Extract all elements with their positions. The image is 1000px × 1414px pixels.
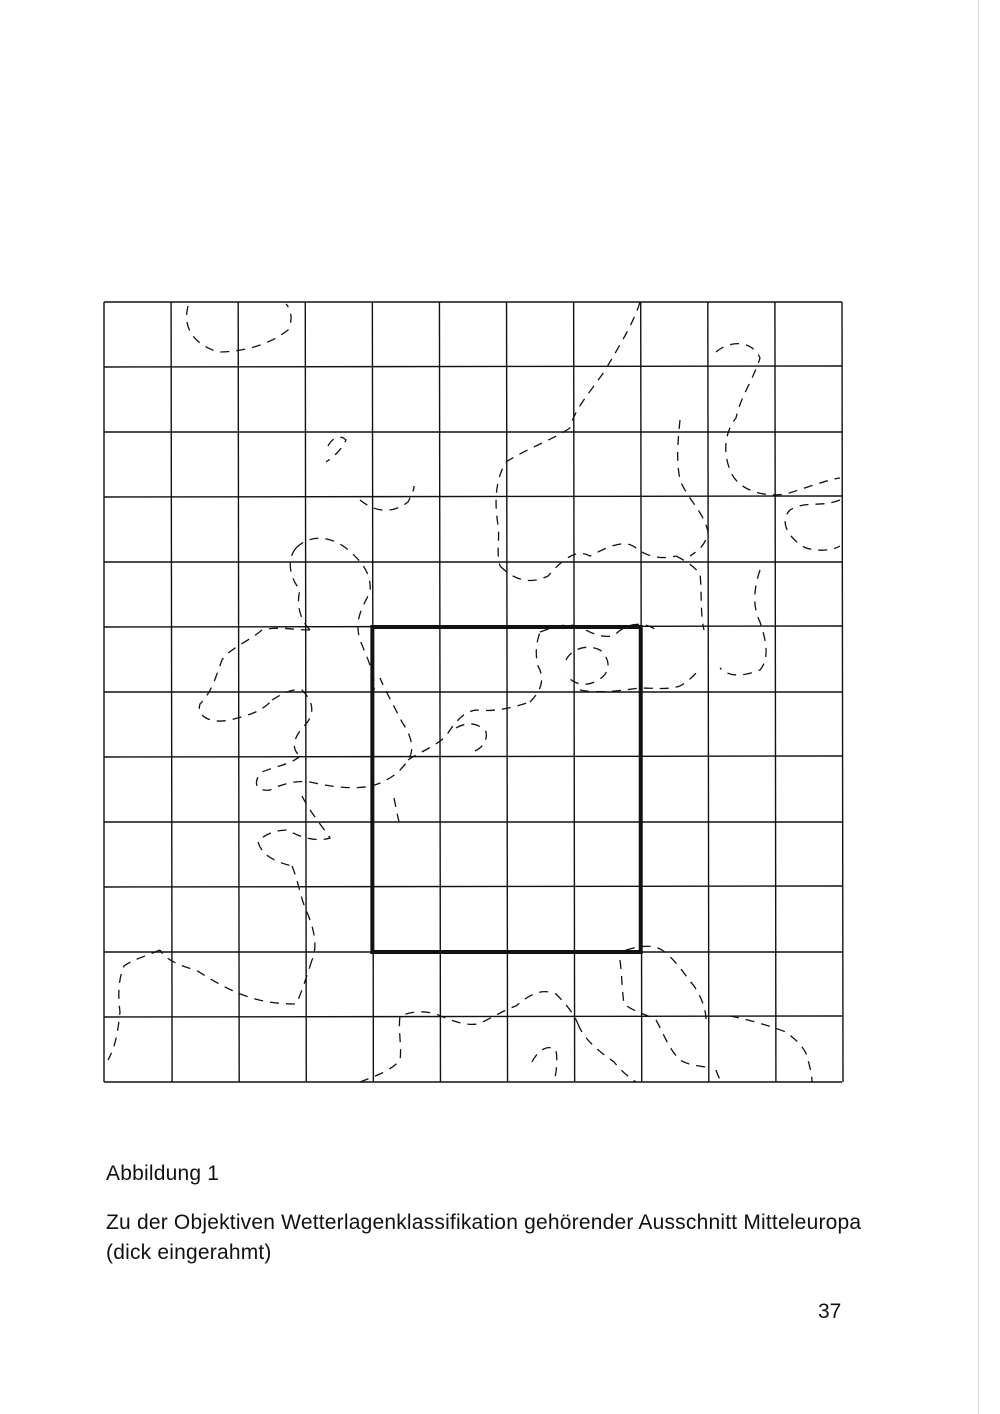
coastline-segment [372, 678, 412, 786]
figure-label: Abbildung 1 [106, 1162, 220, 1185]
coastline-segment [290, 548, 310, 630]
coastline-segment [256, 756, 372, 790]
coastline-segment [108, 950, 160, 1060]
coastline-segment [296, 538, 374, 690]
coastline-segment [160, 950, 312, 1004]
grid-vertical-line [842, 302, 843, 1082]
grid-lines [104, 302, 843, 1082]
coastline-segment [326, 437, 346, 462]
coastline-segment [292, 866, 315, 960]
coastline-segment [720, 570, 766, 675]
coastline-segment [566, 647, 608, 684]
coastline-segment [456, 724, 486, 752]
grid-horizontal-line [104, 756, 842, 757]
coastline-segment [676, 556, 704, 630]
figure-caption [106, 1208, 906, 1268]
coastline-segment [360, 992, 578, 1082]
coastline-segment [570, 302, 640, 428]
caption-line-2: (dick eingerahmt) [106, 1241, 272, 1264]
page-number: 37 [818, 1300, 842, 1323]
coastline-segment [730, 1016, 812, 1082]
coastline-segment [678, 420, 708, 556]
coastline-segment [578, 1024, 636, 1082]
coastline-segment [408, 702, 530, 760]
grid-horizontal-line [104, 496, 842, 497]
coastline-segment [199, 628, 310, 721]
coastline-segment [360, 486, 414, 510]
coastline-segment [532, 1048, 557, 1082]
grid-horizontal-line [104, 366, 842, 367]
coastline-segment [785, 500, 840, 550]
grid-horizontal-line [104, 886, 842, 887]
coastline-segment [626, 946, 706, 1020]
coastline-segment [258, 796, 330, 866]
caption-line-1: Zu der Objektiven Wetterlagenklassifikation gehörender Ausschnitt Mitteleuropa [106, 1211, 862, 1234]
coastline-segment [620, 960, 712, 1068]
coastline-segment [716, 1070, 722, 1082]
